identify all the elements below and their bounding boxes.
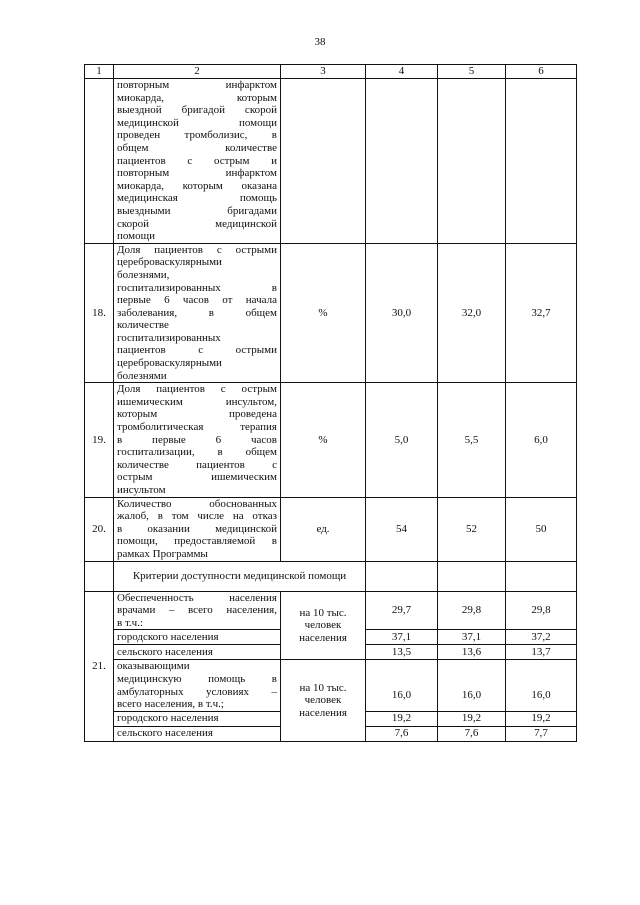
text-line: выездной бригадой скорой [117, 104, 277, 117]
text-line: первые 6 часов от начала [117, 294, 277, 307]
text-line: Доля пациентов с острыми [117, 243, 277, 256]
indicator-description: городского населения [114, 630, 281, 645]
text-line: количестве [117, 319, 169, 332]
section-row [85, 561, 577, 591]
table-row [85, 243, 577, 383]
text-line: миокарда, которым [117, 91, 277, 104]
text-line: медицинской помощи [117, 116, 277, 129]
unit-cell: % [281, 243, 366, 383]
text-line: оказывающими [117, 660, 190, 673]
value-cell: 19,2 [438, 711, 506, 726]
text-line: медицинскую помощь в [117, 672, 277, 685]
unit-cell [281, 660, 366, 741]
text-line: в т.ч.: [117, 616, 144, 629]
text-line: проведен тромболизис, в [117, 129, 277, 142]
value-cell: 37,1 [366, 630, 438, 645]
text-line: рамках Программы [117, 547, 208, 560]
unit-line: населения [299, 631, 347, 644]
row-number: 21. [85, 591, 114, 741]
text-line: количестве пациентов с [117, 458, 277, 471]
text-line: цереброваскулярными [117, 256, 222, 269]
text-line: болезнями [117, 369, 167, 382]
indicator-description [114, 79, 281, 244]
indicator-description [114, 383, 281, 497]
value-cell: 16,0 [366, 660, 438, 711]
text-line: заболевания, в общем [117, 306, 277, 319]
value-cell: 37,1 [438, 630, 506, 645]
text-line: Доля пациентов с острым [117, 383, 277, 396]
text-line: повторным инфарктом [117, 79, 277, 91]
unit-cell [281, 79, 366, 244]
text-line: госпитализации, в общем [117, 446, 277, 459]
table-row [85, 383, 577, 497]
value-cell: 5,5 [438, 383, 506, 497]
row-number [85, 79, 114, 244]
value-cell: 13,5 [366, 645, 438, 660]
indicator-description [114, 591, 281, 630]
text-line: пациентов с острыми [117, 344, 277, 357]
value-cell: 19,2 [506, 711, 577, 726]
value-cell: 7,6 [366, 726, 438, 741]
column-header: 3 [281, 65, 366, 79]
page-number: 38 [314, 36, 326, 48]
text-line: всего населения, в т.ч.; [117, 698, 224, 711]
unit-line: на 10 тыс. [299, 681, 347, 694]
unit-line: человек [304, 694, 342, 707]
text-line: врачами – всего населения, [117, 604, 277, 617]
value-cell: 32,0 [438, 243, 506, 383]
value-cell: 13,7 [506, 645, 577, 660]
unit-line: человек [304, 619, 342, 632]
table-row [85, 497, 577, 561]
indicator-description [114, 660, 281, 711]
table-row [85, 79, 577, 244]
value-cell: 50 [506, 497, 577, 561]
unit-line: населения [299, 706, 347, 719]
value-cell: 6,0 [506, 383, 577, 497]
unit-line: на 10 тыс. [299, 606, 347, 619]
section-title: Критерии доступности медицинской помощи [114, 561, 366, 591]
text-line: амбулаторных условиях – [117, 685, 277, 698]
row-number: 18. [85, 243, 114, 383]
unit-cell [281, 591, 366, 660]
text-line: выездными бригадами [117, 204, 277, 217]
indicator-description: сельского населения [114, 645, 281, 660]
value-cell: 29,7 [366, 591, 438, 630]
value-cell: 29,8 [506, 591, 577, 630]
row-number: 20. [85, 497, 114, 561]
value-cell: 16,0 [506, 660, 577, 711]
text-line: ишемическим инсультом, [117, 395, 277, 408]
text-line: миокарда, которым оказана [117, 179, 277, 192]
value-cell [438, 79, 506, 244]
column-header: 5 [438, 65, 506, 79]
value-cell: 54 [366, 497, 438, 561]
text-line: медицинская помощь [117, 192, 277, 205]
column-header: 1 [85, 65, 114, 79]
text-line: Обеспеченность населения [117, 591, 277, 604]
value-cell: 5,0 [366, 383, 438, 497]
text-line: болезнями, [117, 268, 170, 281]
indicators-table [84, 64, 577, 742]
text-line: тромболитическая терапия [117, 421, 277, 434]
text-line: жалоб, в том числе на отказ [117, 510, 277, 523]
text-line: скорой медицинской [117, 217, 277, 230]
text-line: в оказании медицинской [117, 522, 277, 535]
text-line: которым проведена [117, 408, 277, 421]
text-line: общем количестве [117, 141, 277, 154]
text-line: помощи, предоставляемой в [117, 535, 277, 548]
value-cell: 29,8 [438, 591, 506, 630]
value-cell: 32,7 [506, 243, 577, 383]
value-cell: 52 [438, 497, 506, 561]
text-line: острым ишемическим [117, 471, 277, 484]
text-line: цереброваскулярными [117, 357, 222, 370]
indicator-description: городского населения [114, 711, 281, 726]
indicator-description [114, 243, 281, 383]
text-line: помощи [117, 230, 155, 243]
value-cell: 19,2 [366, 711, 438, 726]
unit-cell: % [281, 383, 366, 497]
text-line: госпитализированных в [117, 281, 277, 294]
indicator-description [114, 497, 281, 561]
column-header: 6 [506, 65, 577, 79]
value-cell: 7,7 [506, 726, 577, 741]
column-header: 2 [114, 65, 281, 79]
text-line: Количество обоснованных [117, 497, 277, 510]
text-line: пациентов с острым и [117, 154, 277, 167]
row-number: 19. [85, 383, 114, 497]
value-cell: 37,2 [506, 630, 577, 645]
text-line: госпитализированных [117, 331, 221, 344]
unit-cell: ед. [281, 497, 366, 561]
value-cell: 30,0 [366, 243, 438, 383]
text-line: инсультом [117, 484, 166, 496]
indicator-description: сельского населения [114, 726, 281, 741]
table-row [85, 591, 577, 630]
column-header-row [85, 65, 577, 79]
value-cell: 16,0 [438, 660, 506, 711]
text-line: в первые 6 часов [117, 433, 277, 446]
value-cell: 7,6 [438, 726, 506, 741]
text-line: повторным инфарктом [117, 167, 277, 180]
column-header: 4 [366, 65, 438, 79]
value-cell: 13,6 [438, 645, 506, 660]
value-cell [506, 79, 577, 244]
table-row [85, 660, 577, 711]
value-cell [366, 79, 438, 244]
